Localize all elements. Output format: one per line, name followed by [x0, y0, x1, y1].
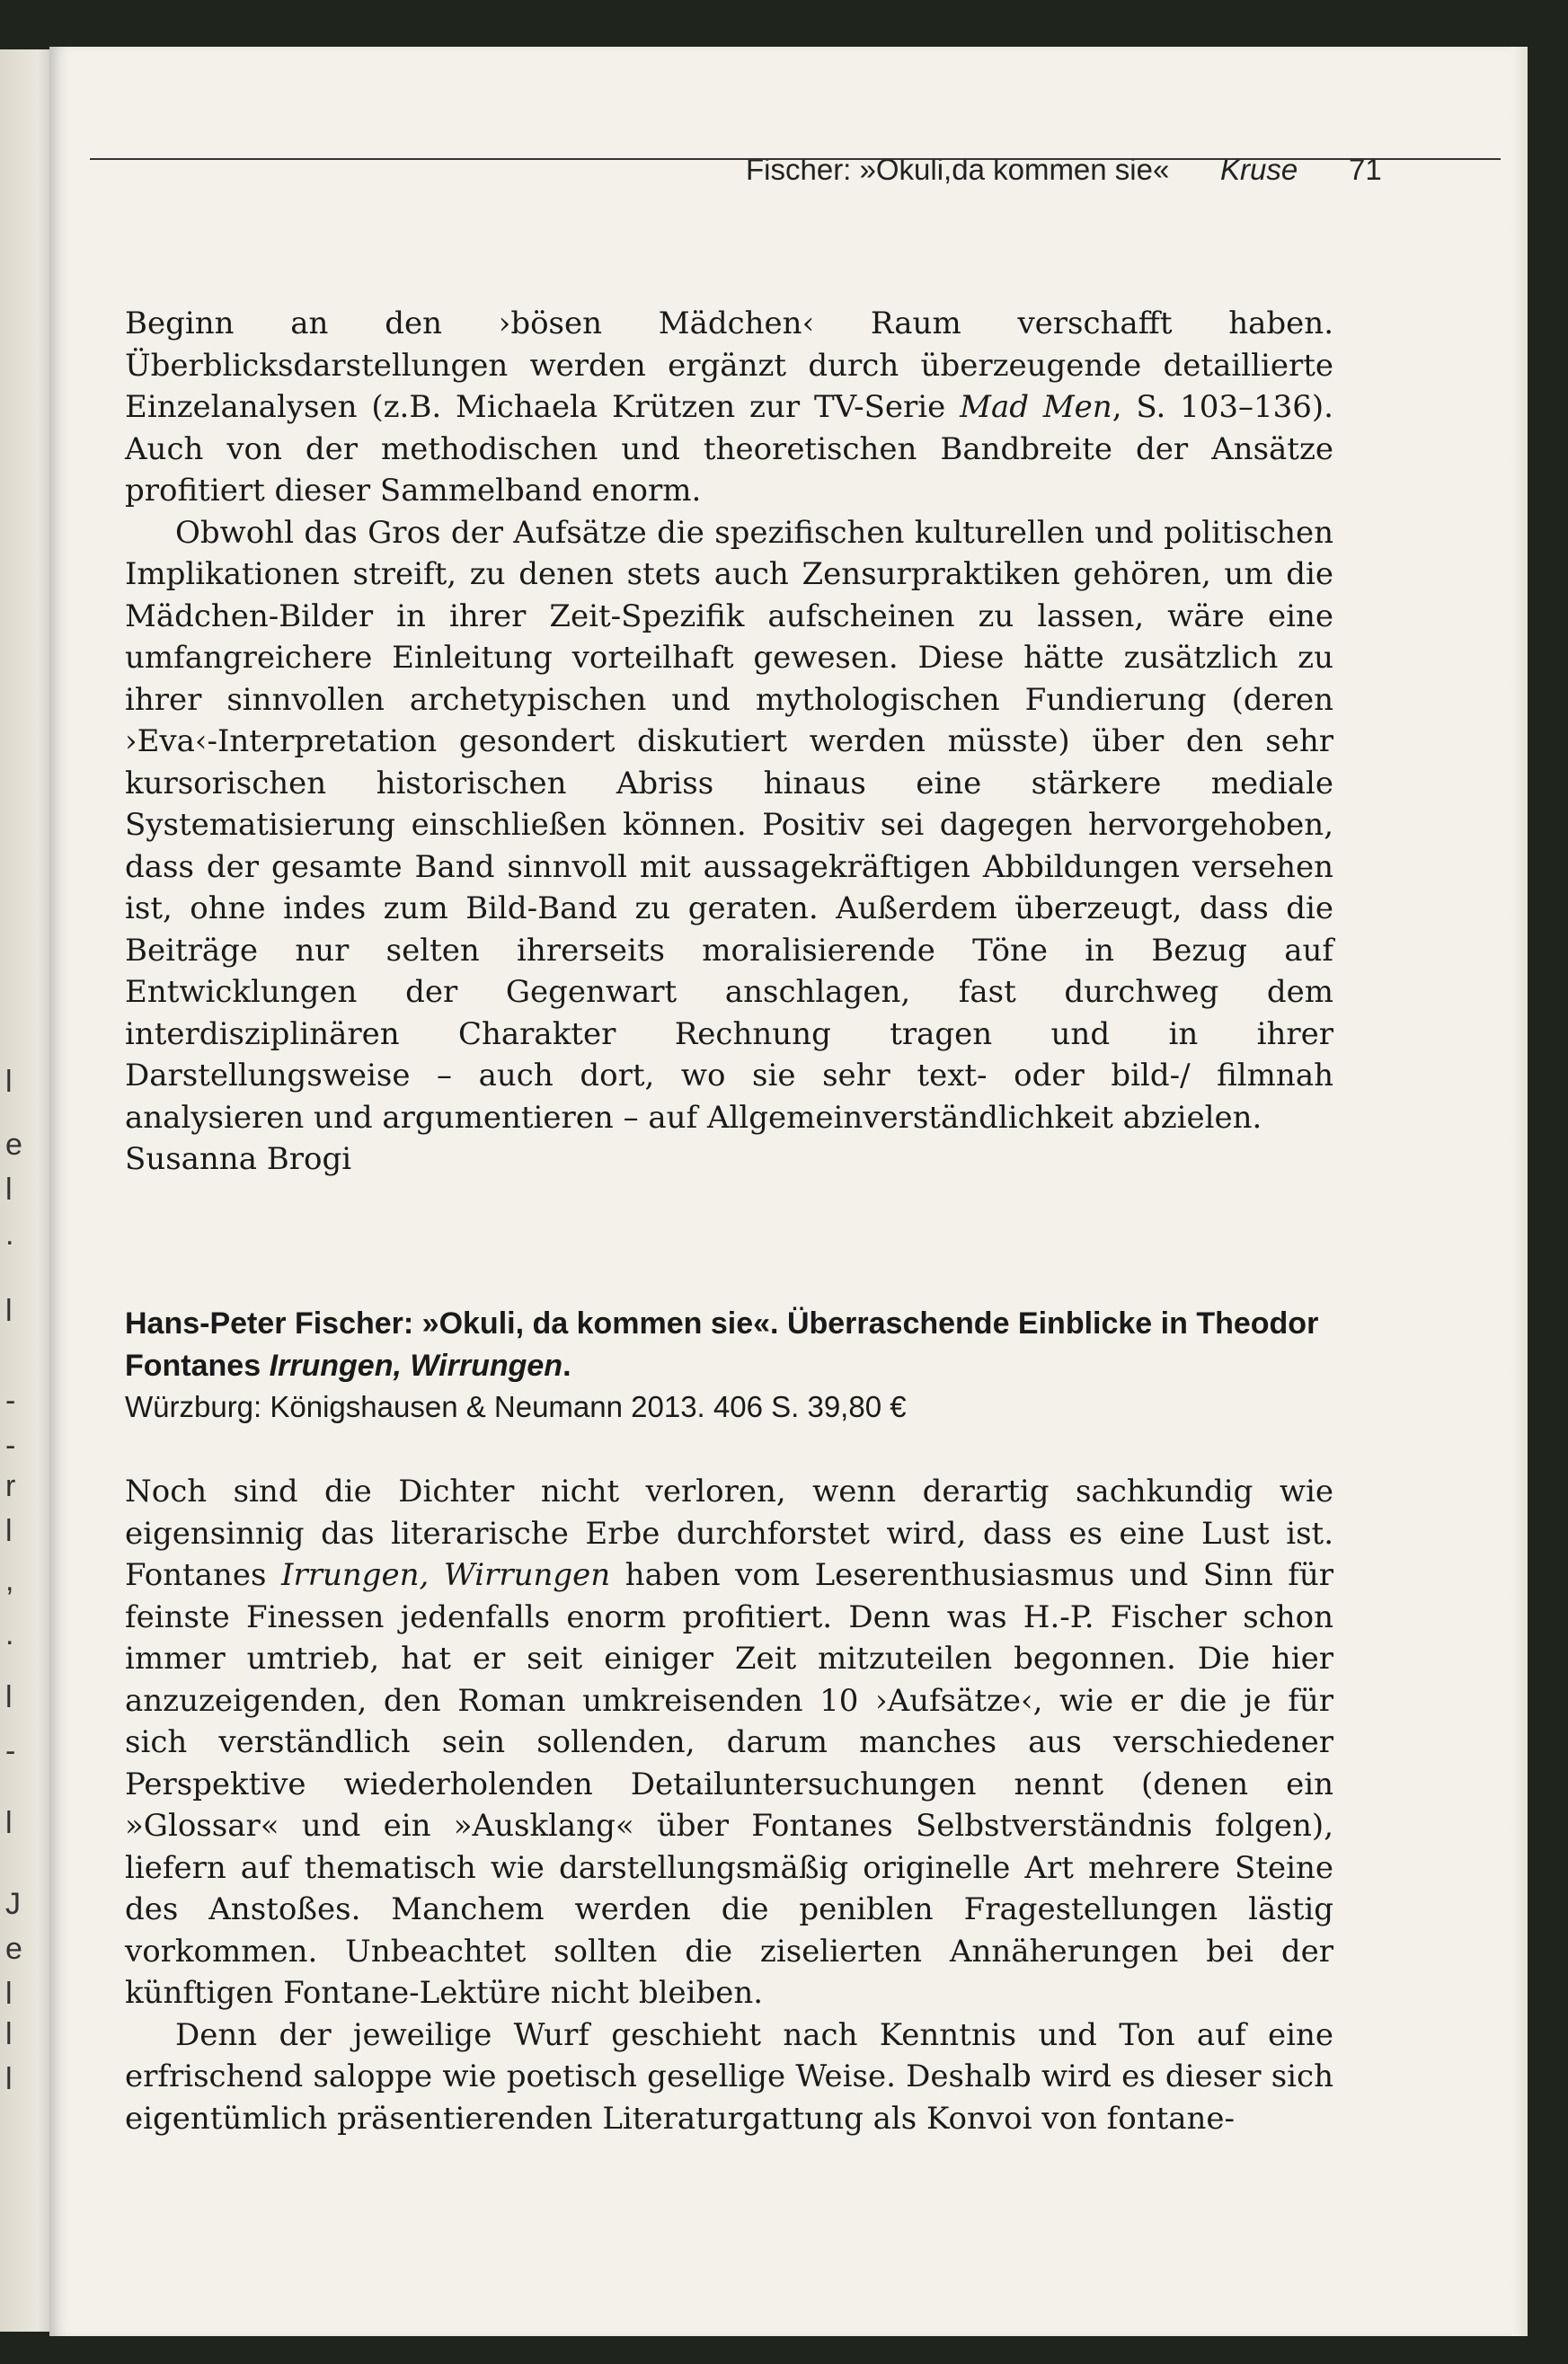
review-2-heading [125, 1303, 1333, 1387]
review1-paragraph-2 [125, 512, 1333, 1139]
adjacent-page-fragment: . [5, 1617, 14, 1651]
running-author: Kruse [1220, 153, 1298, 186]
adjacent-page-fragments [0, 49, 54, 2332]
adjacent-page-fragment: . [5, 1217, 14, 1252]
page-edge-shade [1511, 47, 1528, 2336]
adjacent-page-fragment: l [5, 1680, 13, 1714]
adjacent-page-fragment: l [5, 1806, 13, 1840]
adjacent-page-fragment: - [5, 1734, 16, 1768]
italic-title: Irrungen, Wirrungen [281, 1557, 611, 1593]
adjacent-page-fragment: l [5, 2062, 13, 2096]
review-2-heading-end: . [563, 1349, 571, 1383]
running-header [49, 101, 1528, 186]
review2-paragraph-1 [125, 1471, 1333, 2014]
review-1-body [125, 303, 1333, 1181]
adjacent-page-fragment: l [5, 1514, 13, 1548]
paragraph-text: haben vom Leserenthusiasmus und Sinn für feinste Finessen jedenfalls enorm profitiert. Denn was H.-P. Fischer schon immer umtrieb, hat er seit einiger Zeit mitzuteilen begonnen. Die hier anzuzeigenden, den Roman umkreisenden 10 ›Aufsätze‹, wie er die je für sich verständlich sein sollenden, darum manches aus verschiedener Perspektive wiederholenden Detailuntersuchungen nennt (denen ein »Glossar« und ein »Ausklang« über Fontanes Selbstverständnis folgen), liefern auf thematisch wie darstellungsmäßig originelle Art mehrere Steine des Anstoßes. Manchem werden die peniblen Fragestellungen lästig vorkommen. Unbeachtet sollten die ziselierten Annäherungen bei der künftigen Fontane-Lektüre nicht bleiben. [125, 1557, 1333, 2011]
adjacent-page-fragment: e [5, 1128, 22, 1162]
reviewer-signature: Susanna Brogi [125, 1141, 352, 1177]
adjacent-page-fragment: - [5, 1384, 16, 1418]
italic-title: Mad Men [960, 389, 1112, 425]
review1-paragraph-1 [125, 303, 1333, 512]
adjacent-page-edge [0, 49, 54, 2332]
adjacent-page-fragment: l [5, 1173, 13, 1207]
paragraph-text: Noch sind die Dichter nicht verloren, wenn derartig sachkundig wie eigensinnig das literarische Erbe durchforstet wird, dass es eine Lust ist. Fontanes [125, 1474, 1333, 1593]
adjacent-page-fragment: l [5, 1065, 13, 1099]
adjacent-page-fragment: e [5, 1932, 22, 1966]
review-2-heading-text: Hans-Peter Fischer: »Okuli, da kommen sie«. Überraschende Einblicke in Theodor Fontanes [125, 1306, 1319, 1383]
paragraph-text: Beginn an den ›bösen Mädchen‹ Raum verschafft haben. Überblicksdarstellungen werden ergänzt durch überzeugende detaillierte Einzelanalysen (z.B. Michaela Krützen zur TV-Serie [125, 305, 1333, 425]
review-2-paragraphs [125, 1471, 1333, 2139]
review2-paragraph-2 [125, 2014, 1333, 2140]
adjacent-page-fragment: l [5, 2017, 13, 2051]
paragraph-text: , S. 103–136). Auch von der methodischen und theoretischen Bandbreite der Ansätze profitiert dieser Sammelband enorm. [125, 389, 1333, 509]
adjacent-page-fragment: r [5, 1469, 16, 1503]
adjacent-page-fragment: l [5, 1977, 13, 2011]
adjacent-page-fragment: l [5, 1294, 13, 1328]
review-1-paragraphs [125, 303, 1333, 1138]
adjacent-page-fragment: - [5, 1429, 16, 1463]
review-2-publication-info: Würzburg: Königshausen & Neumann 2013. 406 S. 39,80 € [125, 1390, 907, 1423]
page-number: 71 [1349, 153, 1382, 186]
running-title: Fischer: »Okuli,da kommen sie« [746, 153, 1170, 186]
review-2-body [125, 1471, 1333, 2139]
review-2-book-title: Irrungen, Wirrungen [269, 1349, 563, 1383]
paragraph-text: Obwohl das Gros der Aufsätze die spezifischen kulturellen und politischen Implikationen streift, zu denen stets auch Zensurpraktiken gehören, um die Mädchen-Bilder in ihrer Zeit-Spezifik aufscheinen zu lassen, wäre eine umfangreichere Einleitung vorteilhaft gewesen. Diese hätte zusätzlich zu ihrer sinnvollen archetypischen und mythologischen Fundierung (deren ›Eva‹-Interpretation gesondert diskutiert werden müsste) über den sehr kursorischen historischen Abriss hinaus eine stärkere mediale Systematisierung einschließen können. Positiv sei dagegen hervorgehoben, dass der gesamte Band sinnvoll mit aussagekräftigen Abbildungen versehen ist, ohne indes zum Bild-Band zu geraten. Außerdem überzeugt, dass die Beiträge nur selten ihrerseits moralisierende Töne in Bezug auf Entwicklungen der Gegenwart anschlagen, fast durchweg dem interdisziplinären Charakter Rechnung tragen und in ihrer Darstellungsweise – auch dort, wo sie sehr text- oder bild-/ filmnah analysieren und argumentieren – auf Allgemeinverständlichkeit abzielen. [125, 514, 1333, 1136]
adjacent-page-fragment: J [5, 1887, 21, 1921]
paragraph-text: Denn der jeweilige Wurf geschieht nach Kenntnis und Ton auf eine erfrischend saloppe wie poetisch gesellige Weise. Deshalb wird es dieser sich eigentümlich präsentierenden Literaturgattung als Konvoi von fontane- [125, 2016, 1333, 2137]
book-page [49, 47, 1528, 2336]
adjacent-page-fragment: , [5, 1563, 14, 1598]
header-rule [90, 158, 1501, 160]
